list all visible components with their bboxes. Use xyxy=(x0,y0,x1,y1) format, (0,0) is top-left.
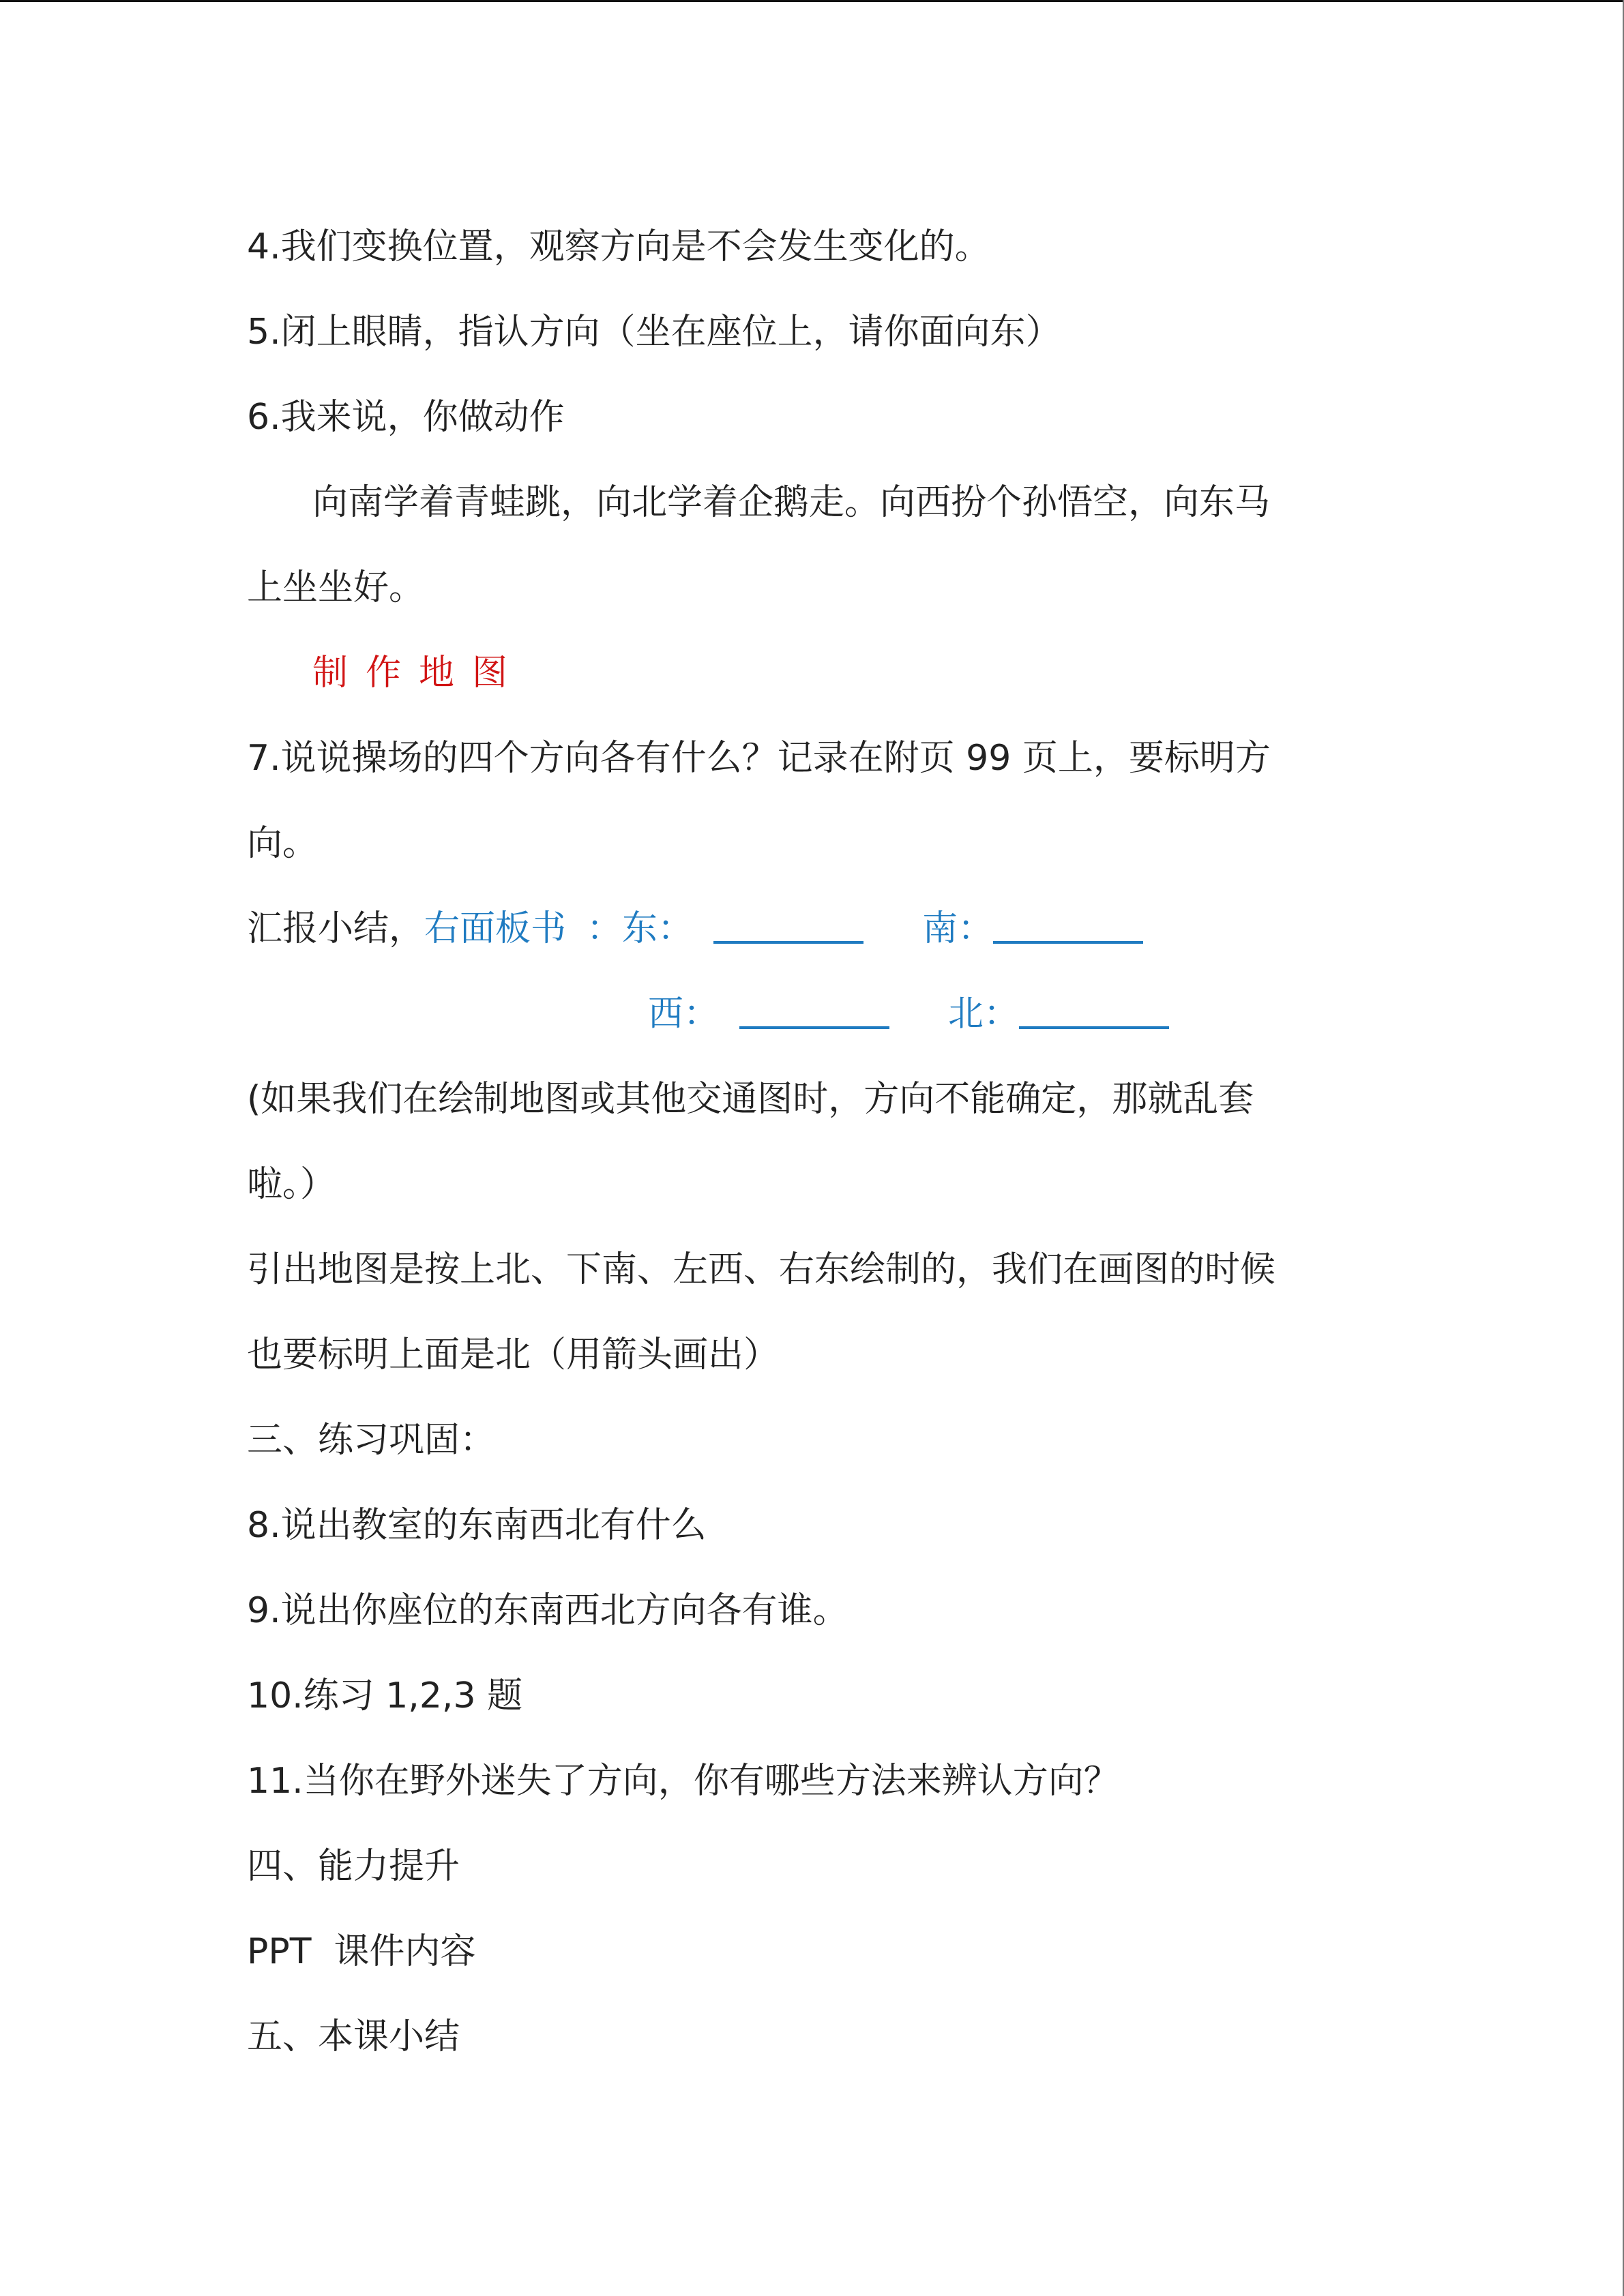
west-blank xyxy=(739,989,889,1029)
item-6-detail-line2: 上坐坐好。 xyxy=(247,567,425,608)
item-6-detail-line1: 向南学着青蛙跳，向北学着企鹅走。向西扮个孙悟空，向东马 xyxy=(312,482,1271,523)
page-top-border xyxy=(0,0,1624,2)
north-blank xyxy=(1019,989,1169,1029)
south-blank xyxy=(993,904,1143,944)
section-5-heading: 五、本课小结 xyxy=(247,2016,460,2057)
ppt-content: PPT 课件内容 xyxy=(247,1931,476,1972)
heading-make-map: 制作地图 xyxy=(312,653,526,694)
item-6: 6.我来说，你做动作 xyxy=(247,397,565,438)
summary-row xyxy=(247,886,1143,971)
summary-prefix: 汇报小结， xyxy=(247,908,425,949)
section-4-heading: 四、能力提升 xyxy=(247,1846,460,1887)
lead-line1: 引出地图是按上北、下南、左西、右东绘制的，我们在画图的时候 xyxy=(247,1249,1276,1290)
item-8: 8.说出教室的东南西北有什么 xyxy=(247,1505,707,1546)
item-7-line1: 7.说说操场的四个方向各有什么？记录在附页 99 页上，要标明方 xyxy=(247,738,1271,779)
item-11: 11.当你在野外迷失了方向，你有哪些方法来辨认方向？ xyxy=(247,1761,1119,1802)
item-4: 4.我们变换位置，观察方向是不会发生变化的。 xyxy=(247,226,990,267)
note-line1: (如果我们在绘制地图或其他交通图时，方向不能确定，那就乱套 xyxy=(247,1079,1254,1120)
south-label: 南： xyxy=(922,908,994,949)
summary-colon: ： xyxy=(587,908,623,949)
east-blank xyxy=(713,904,863,944)
item-7-line2: 向。 xyxy=(247,823,319,864)
west-label: 西： xyxy=(648,994,720,1034)
note-line2: 啦。） xyxy=(247,1164,336,1205)
west-north-row xyxy=(648,972,1169,1056)
summary-board-label: 右面板书 xyxy=(424,908,567,949)
item-5: 5.闭上眼睛，指认方向（坐在座位上，请你面向东） xyxy=(247,312,1061,353)
lead-line2: 也要标明上面是北（用箭头画出） xyxy=(247,1335,780,1375)
item-9: 9.说出你座位的东南西北方向各有谁。 xyxy=(247,1590,848,1631)
item-10: 10.练习 1,2,3 题 xyxy=(247,1675,523,1716)
section-3-heading: 三、练习巩固： xyxy=(247,1420,496,1461)
east-label: 东： xyxy=(622,908,694,949)
north-label: 北： xyxy=(948,994,1020,1034)
